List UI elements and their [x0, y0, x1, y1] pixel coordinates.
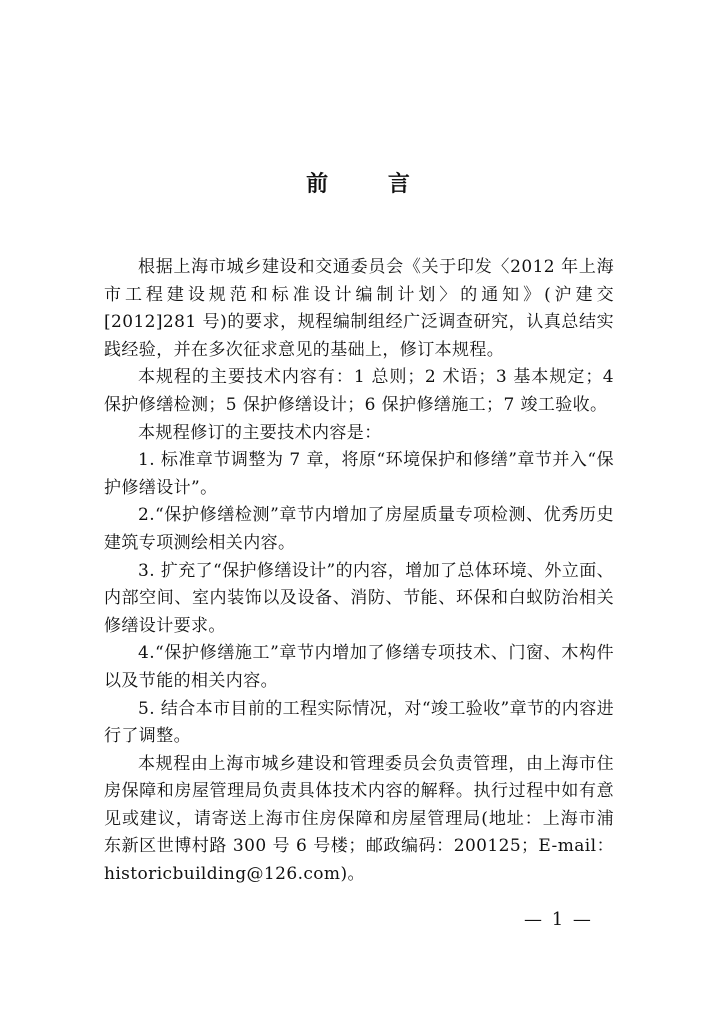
- list-item-revision-4: 4.“保护修缮施工”章节内增加了修缮专项技术、门窗、木构件以及节能的相关内容。: [104, 643, 614, 691]
- paragraph-main-contents: 本规程的主要技术内容有：1 总则；2 术语；3 基本规定；4 保护修缮检测；5 保护修缮设计；6 保护修缮施工；7 竣工验收。: [104, 367, 614, 415]
- paragraph-management-contact: 本规程由上海市城乡建设和管理委员会负责管理，由上海市住房保障和房屋管理局负责具体技术内容的解释。执行过程中如有意见或建议，请寄送上海市住房保障和房屋管理局(地址：上海市浦东新区世博村路 300 号 6 号楼；邮政编码：200125；E-mail：historicbuilding@126.com)。: [104, 753, 614, 885]
- body-text: [104, 254, 614, 889]
- page-title: 前 言: [306, 172, 436, 197]
- list-item-revision-5: 5. 结合本市目前的工程实际情况，对“竣工验收”章节的内容进行了调整。: [104, 698, 615, 747]
- list-item-revision-2: 2.“保护修缮检测”章节内增加了房屋质量专项检测、优秀历史建筑专项测绘相关内容。: [104, 505, 614, 553]
- list-item-revision-1: 1. 标准章节调整为 7 章，将原“环境保护和修缮”章节并入“保护修缮设计”。: [104, 450, 614, 498]
- paragraph-basis: 根据上海市城乡建设和交通委员会《关于印发〈2012 年上海市工程建设规范和标准设计编制计划〉的通知》(沪建交[2012]281 号)的要求，规程编制组经广泛调查研究，认真总结实践经验，并在多次征求意见的基础上，修订本规程。: [104, 257, 614, 360]
- paragraph-revision-intro: 本规程修订的主要技术内容是：: [138, 422, 382, 443]
- page-number: — 1 —: [524, 909, 593, 930]
- list-item-revision-3: 3. 扩充了“保护修缮设计”的内容，增加了总体环境、外立面、内部空间、室内装饰以及设备、消防、节能、环保和白蚁防治相关修缮设计要求。: [104, 560, 615, 636]
